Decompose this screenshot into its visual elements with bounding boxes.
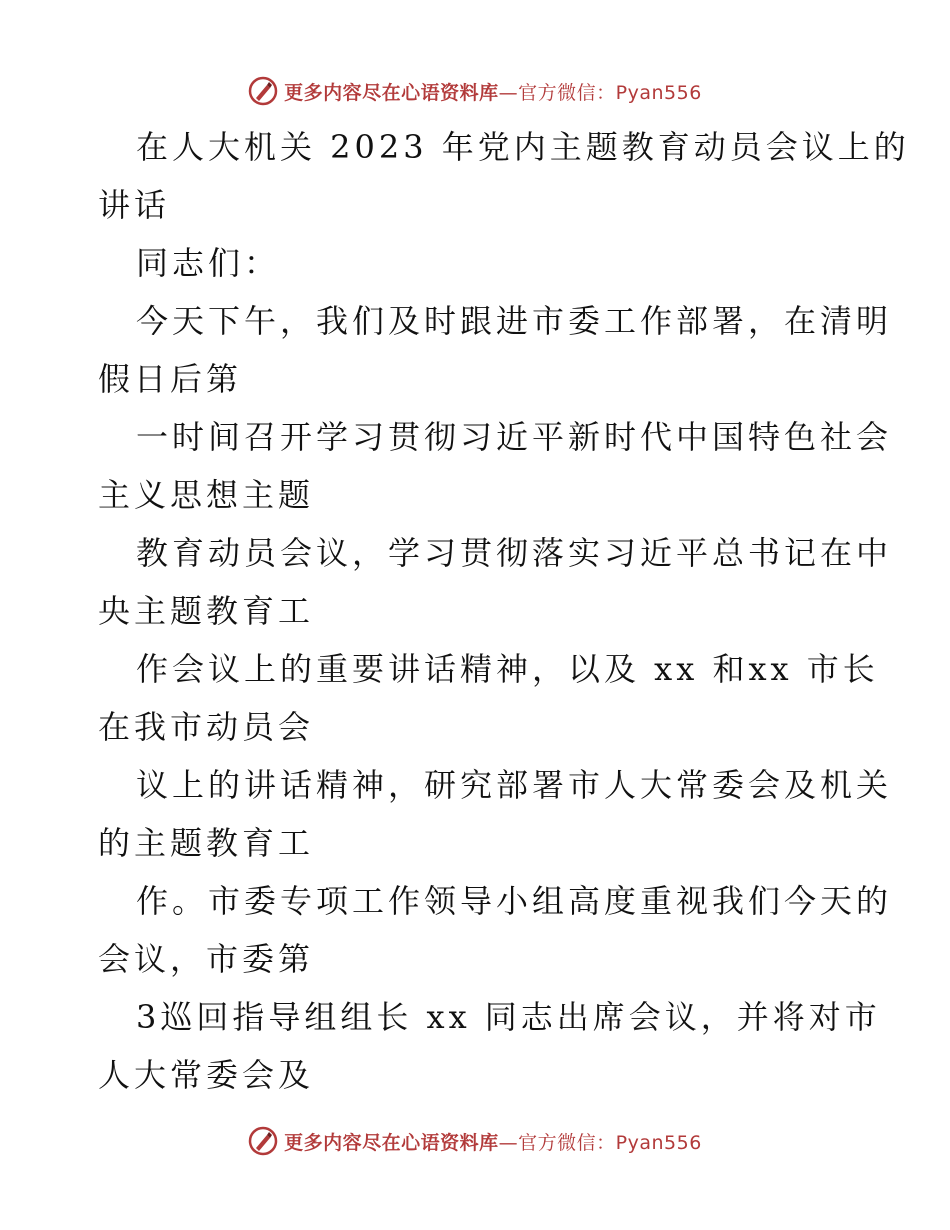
paragraph-line: 会议，市委第 xyxy=(98,940,315,978)
paragraph-line: 在我市动员会 xyxy=(98,708,315,746)
footer-watermark-banner xyxy=(0,1121,950,1161)
watermark-site-name: 更多内容尽在心语资料库 xyxy=(284,1131,499,1154)
watermark-text xyxy=(284,78,702,105)
paragraph-line: 央主题教育工 xyxy=(98,592,315,630)
watermark-wechat: —官方微信：Pyan556 xyxy=(498,1131,702,1154)
title-line-2: 讲话 xyxy=(98,186,171,224)
watermark-site-name: 更多内容尽在心语资料库 xyxy=(284,81,499,104)
paragraph-line: 作会议上的重要讲话精神，以及 xx 和xx 市长 xyxy=(136,650,879,688)
paragraph-line: 教育动员会议，学习贯彻落实习近平总书记在中 xyxy=(136,534,893,572)
paragraph-line: 议上的讲话精神，研究部署市人大常委会及机关 xyxy=(136,766,893,804)
paragraph-line: 今天下午，我们及时跟进市委工作部署，在清明 xyxy=(136,302,893,340)
paragraph-line: 假日后第 xyxy=(98,360,243,398)
paragraph-line: 主义思想主题 xyxy=(98,476,315,514)
title-line-1: 在人大机关 2023 年党内主题教育动员会议上的 xyxy=(136,128,910,166)
paragraph-line: 3巡回指导组组长 xx 同志出席会议，并将对市 xyxy=(136,998,881,1036)
watermark-wechat: —官方微信：Pyan556 xyxy=(498,81,702,104)
paragraph-line: 一时间召开学习贯彻习近平新时代中国特色社会 xyxy=(136,418,893,456)
paragraph-line: 作。市委专项工作领导小组高度重视我们今天的 xyxy=(136,882,893,920)
pen-logo-icon xyxy=(248,1126,278,1156)
pen-logo-icon xyxy=(248,76,278,106)
watermark-text xyxy=(284,1128,702,1155)
salutation: 同志们： xyxy=(136,244,281,282)
paragraph-line: 人大常委会及 xyxy=(98,1056,315,1094)
paragraph-line: 的主题教育工 xyxy=(98,824,315,862)
document-body xyxy=(98,118,910,1104)
header-watermark-banner xyxy=(0,71,950,111)
